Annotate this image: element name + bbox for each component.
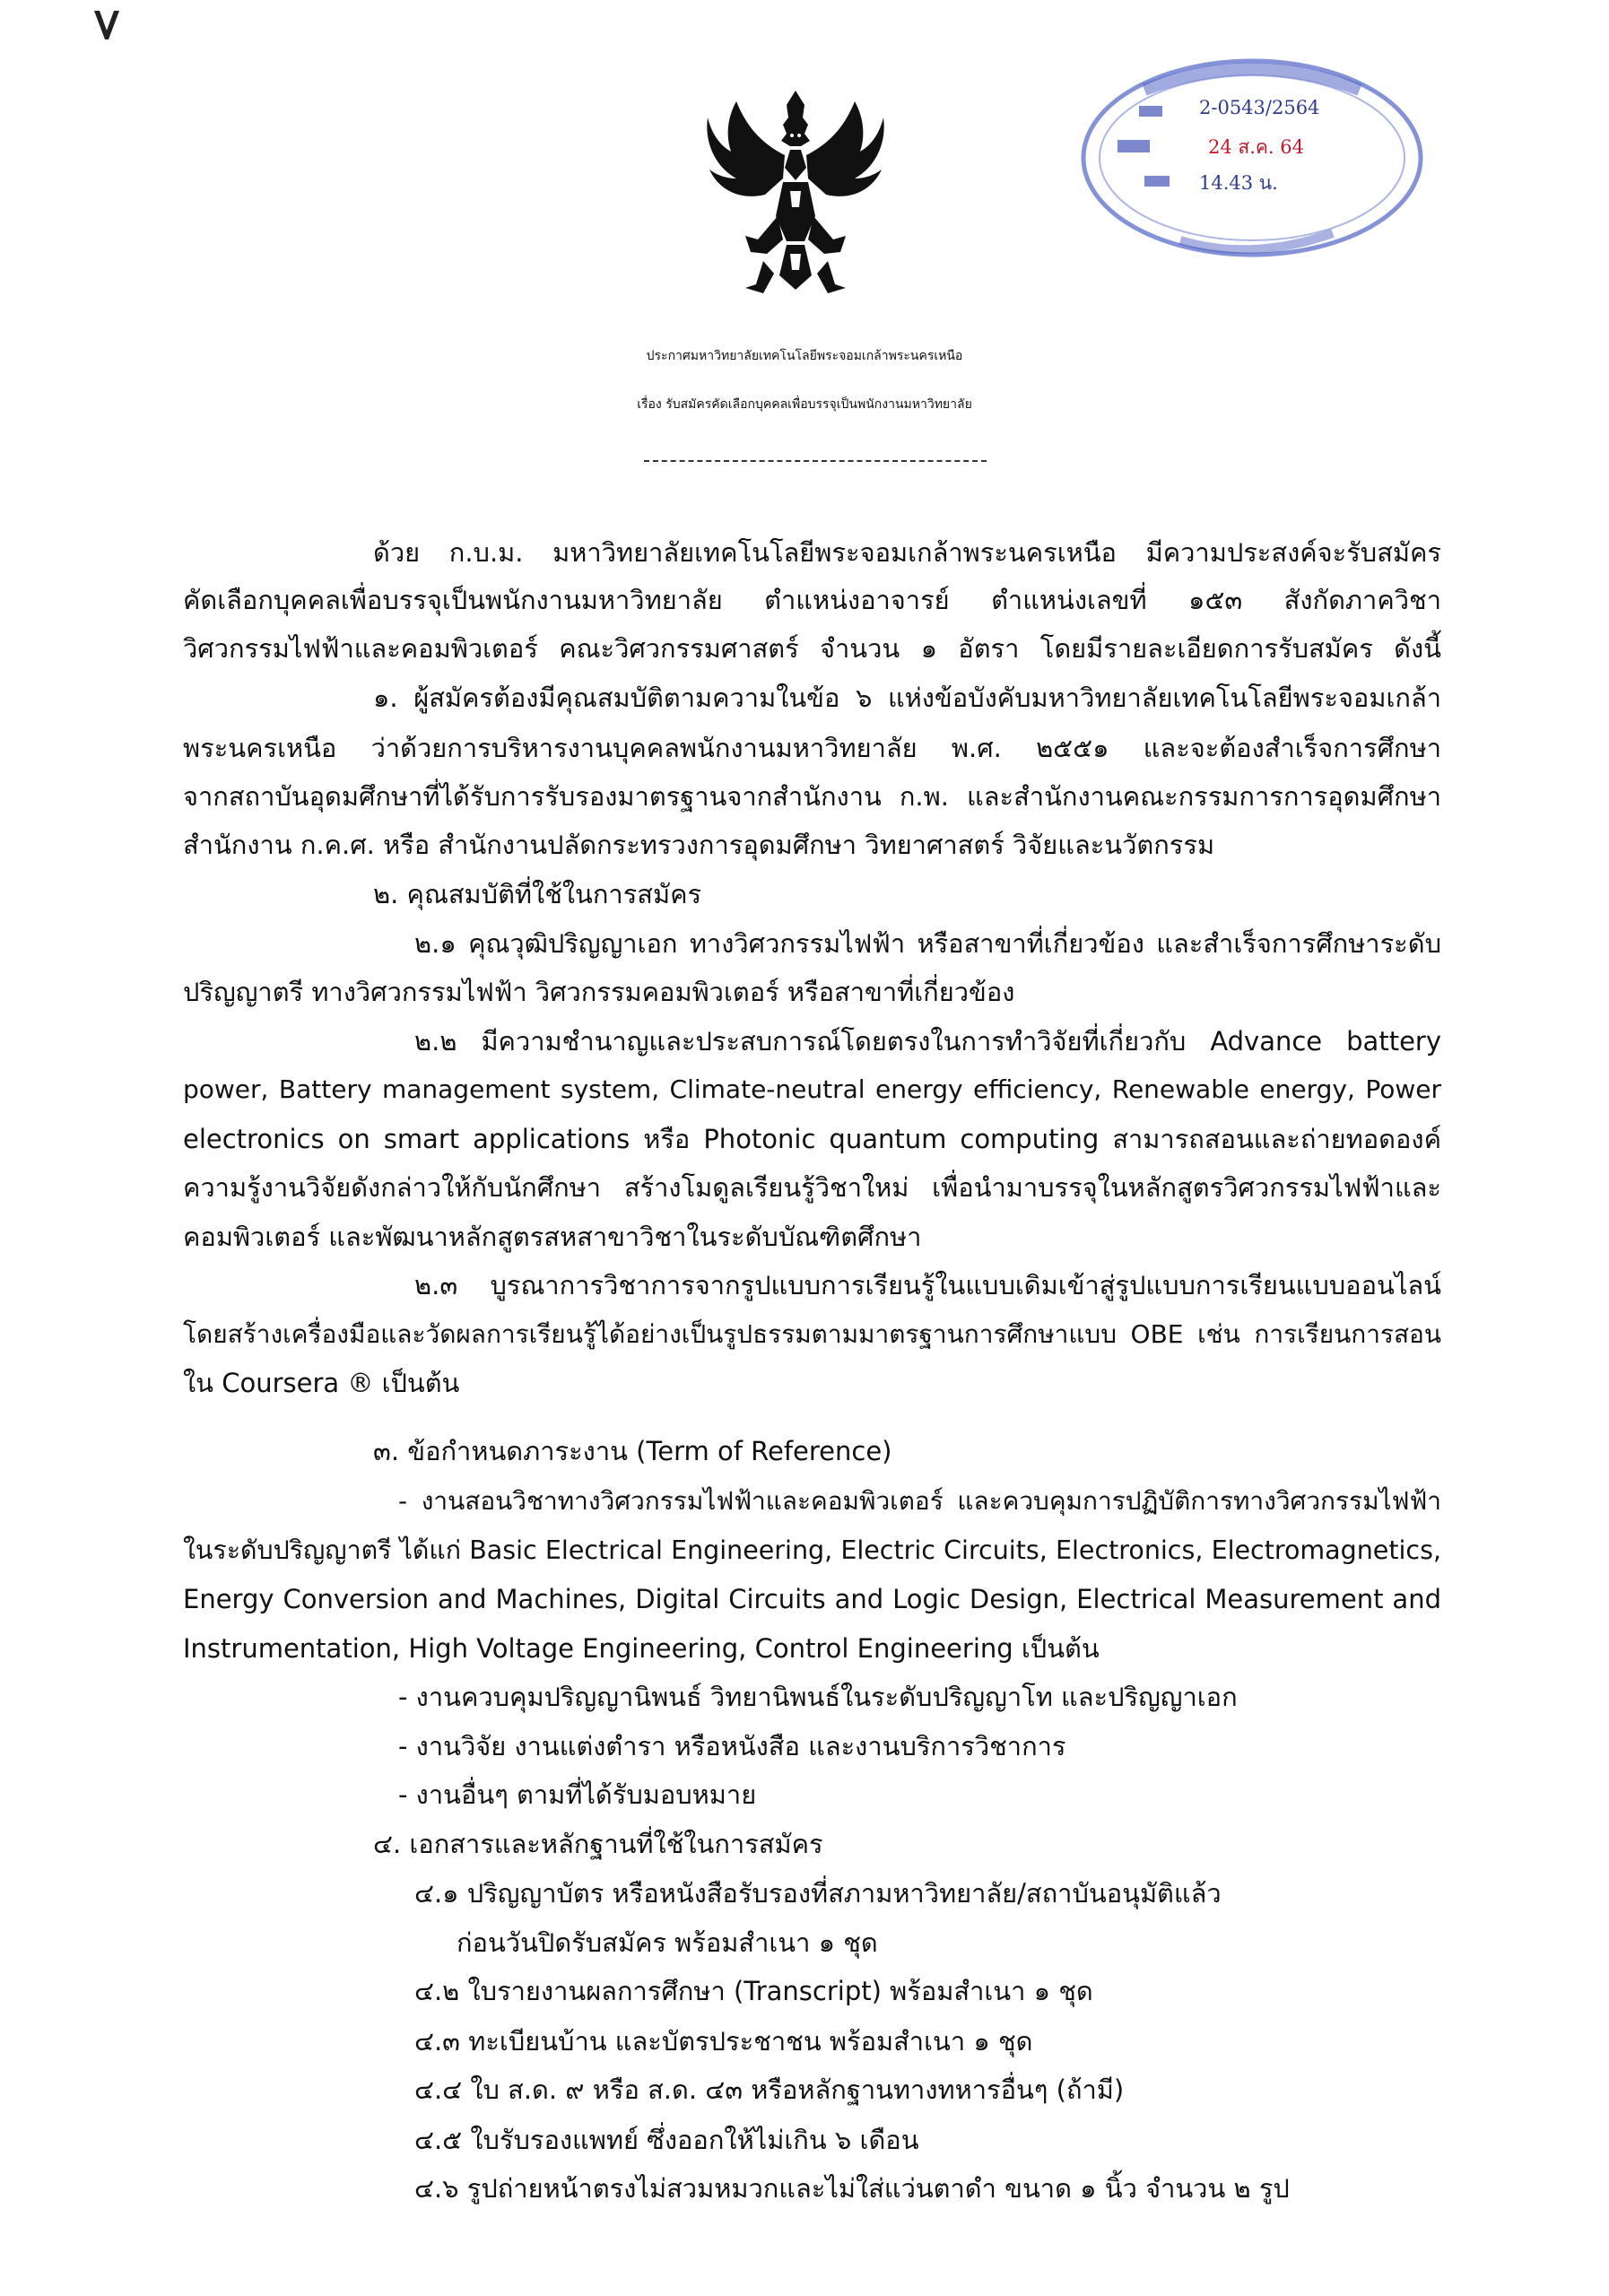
section-4-5: ๔.๕ ใบรับรองแพทย์ ซึ่งออกให้ไม่เกิน ๖ เดือน [414,2125,919,2155]
stamp-number: 2-0543/2564 [1199,97,1320,118]
stamp-time: 14.43 น. [1199,172,1278,194]
section-4-2: ๔.๒ ใบรายงานผลการศึกษา (Transcript) พร้อมสำเนา ๑ ชุด [414,1976,1093,2006]
section-1-line-4: สำนักงาน ก.ค.ศ. หรือ สำนักงานปลัดกระทรวงการอุดมศึกษา วิทยาศาสตร์ วิจัยและนวัตกรรม [183,830,1215,860]
section-3-item-1-line-1: - งานสอนวิชาทางวิศวกรรมไฟฟ้าและคอมพิวเตอร์ และควบคุมการปฏิบัติการทางวิศวกรรมไฟฟ้า [398,1486,1441,1516]
garuda-emblem [700,82,891,310]
section-2-2-line-4: ความรู้งานวิจัยดังกล่าวให้กับนักศึกษา สร้างโมดูลเรียนรู้วิชาใหม่ เพื่อนำมาบรรจุในหลักสูตรวิศวกรรมไฟฟ้าและ [183,1172,1441,1203]
intro-line-2: คัดเลือกบุคคลเพื่อบรรจุเป็นพนักงานมหาวิทยาลัย ตำแหน่งอาจารย์ ตำแหน่งเลขที่ ๑๕๓ สังกัดภาควิชา [183,585,1441,615]
section-1-line-3: จากสถาบันอุดมศึกษาที่ได้รับการรับรองมาตรฐานจากสำนักงาน ก.พ. และสำนักงานคณะกรรมการการอุดมศึกษา [183,781,1441,812]
section-4-heading: ๔. เอกสารและหลักฐานที่ใช้ในการสมัคร [373,1829,823,1859]
section-3-item-4: - งานอื่นๆ ตามที่ได้รับมอบหมาย [398,1779,757,1810]
section-4-1-line-2: ก่อนวันปิดรับสมัคร พร้อมสำเนา ๑ ชุด [457,1927,878,1958]
section-4-3: ๔.๓ ทะเบียนบ้าน และบัตรประชาชน พร้อมสำเนา ๑ ชุด [414,2026,1033,2057]
intro-line-3: วิศวกรรมไฟฟ้าและคอมพิวเตอร์ คณะวิศวกรรมศาสตร์ จำนวน ๑ อัตรา โดยมีรายละเอียดการรับสมัคร ดังนี้ [183,633,1441,664]
section-2-3-line-1: ๒.๓ บูรณาการวิชาการจากรูปแบบการเรียนรู้ในแบบเดิมเข้าสู่รูปแบบการเรียนแบบออนไลน์ [414,1270,1441,1300]
corner-mark [91,7,123,43]
section-4-1-line-1: ๔.๑ ปริญญาบัตร หรือหนังสือรับรองที่สภามหาวิทยาลัย/สถาบันอนุมัติแล้ว [414,1878,1222,1909]
section-4-4: ๔.๔ ใบ ส.ด. ๙ หรือ ส.ด. ๔๓ หรือหลักฐานทางทหารอื่นๆ (ถ้ามี) [414,2074,1125,2105]
section-3-item-3: - งานวิจัย งานแต่งตำรา หรือหนังสือ และงานบริการวิชาการ [398,1731,1066,1761]
section-2-1-line-1: ๒.๑ คุณวุฒิปริญญาเอก ทางวิศวกรรมไฟฟ้า หรือสาขาที่เกี่ยวข้อง และสำเร็จการศึกษาระดับ [414,928,1441,959]
title-divider [644,460,987,462]
section-3-item-1-line-3: Energy Conversion and Machines, Digital Circuits and Logic Design, Electrical Measurement and [183,1584,1441,1614]
section-1-line-2: พระนครเหนือ ว่าด้วยการบริหารงานบุคคลพนักงานมหาวิทยาลัย พ.ศ. ๒๕๕๑ และจะต้องสำเร็จการศึกษา [183,733,1441,763]
section-3-heading: ๓. ข้อกำหนดภาระงาน (Term of Reference) [373,1436,892,1466]
section-2-2-line-1: ๒.๒ มีความชำนาญและประสบการณ์โดยตรงในการทำวิจัยที่เกี่ยวกับ Advance battery [414,1026,1441,1057]
section-3-item-1-line-2: ในระดับปริญญาตรี ได้แก่ Basic Electrical Engineering, Electric Circuits, Electronics, Electromagnetics, [183,1535,1441,1565]
section-4-6: ๔.๖ รูปถ่ายหน้าตรงไม่สวมหมวกและไม่ใส่แว่นตาดำ ขนาด ๑ นิ้ว จำนวน ๒ รูป [414,2173,1290,2204]
section-3-item-2: - งานควบคุมปริญญานิพนธ์ วิทยานิพนธ์ในระดับปริญญาโท และปริญญาเอก [398,1682,1238,1712]
intro-line-1: ด้วย ก.บ.ม. มหาวิทยาลัยเทคโนโลยีพระจอมเกล้าพระนครเหนือ มีความประสงค์จะรับสมัคร [373,537,1441,568]
section-2-heading: ๒. คุณสมบัติที่ใช้ในการสมัคร [373,879,702,909]
section-2-2-line-3: electronics on smart applications หรือ Photonic quantum computing สามารถสอนและถ่ายทอดองค์ [183,1124,1441,1154]
section-3-item-1-line-4: Instrumentation, High Voltage Engineering, Control Engineering เป็นต้น [183,1633,1100,1664]
announcement-subject: เรื่อง รับสมัครคัดเลือกบุคคลเพื่อบรรจุเป็นพนักงานมหาวิทยาลัย [637,397,972,412]
section-2-3-line-2: โดยสร้างเครื่องมือและวัดผลการเรียนรู้ได้อย่างเป็นรูปธรรมตามมาตรฐานการศึกษาแบบ OBE เช่น การเรียนการสอน [183,1319,1441,1349]
section-2-2-line-5: คอมพิวเตอร์ และพัฒนาหลักสูตรสหสาขาวิชาในระดับบัณฑิตศึกษา [183,1222,922,1252]
section-2-3-line-3: ใน Coursera ® เป็นต้น [183,1368,460,1398]
announcement-title: ประกาศมหาวิทยาลัยเทคโนโลยีพระจอมเกล้าพระนครเหนือ [646,349,963,363]
stamp-date: 24 ส.ค. 64 [1208,136,1305,158]
section-2-2-line-2: power, Battery management system, Climate-neutral energy efficiency, Renewable energy, Power [183,1074,1441,1104]
section-1-line-1: ๑. ผู้สมัครต้องมีคุณสมบัติตามความในข้อ ๖ แห่งข้อบังคับมหาวิทยาลัยเทคโนโลยีพระจอมเกล้า [373,683,1441,713]
section-2-1-line-2: ปริญญาตรี ทางวิศวกรรมไฟฟ้า วิศวกรรมคอมพิวเตอร์ หรือสาขาที่เกี่ยวข้อง [183,977,1015,1007]
